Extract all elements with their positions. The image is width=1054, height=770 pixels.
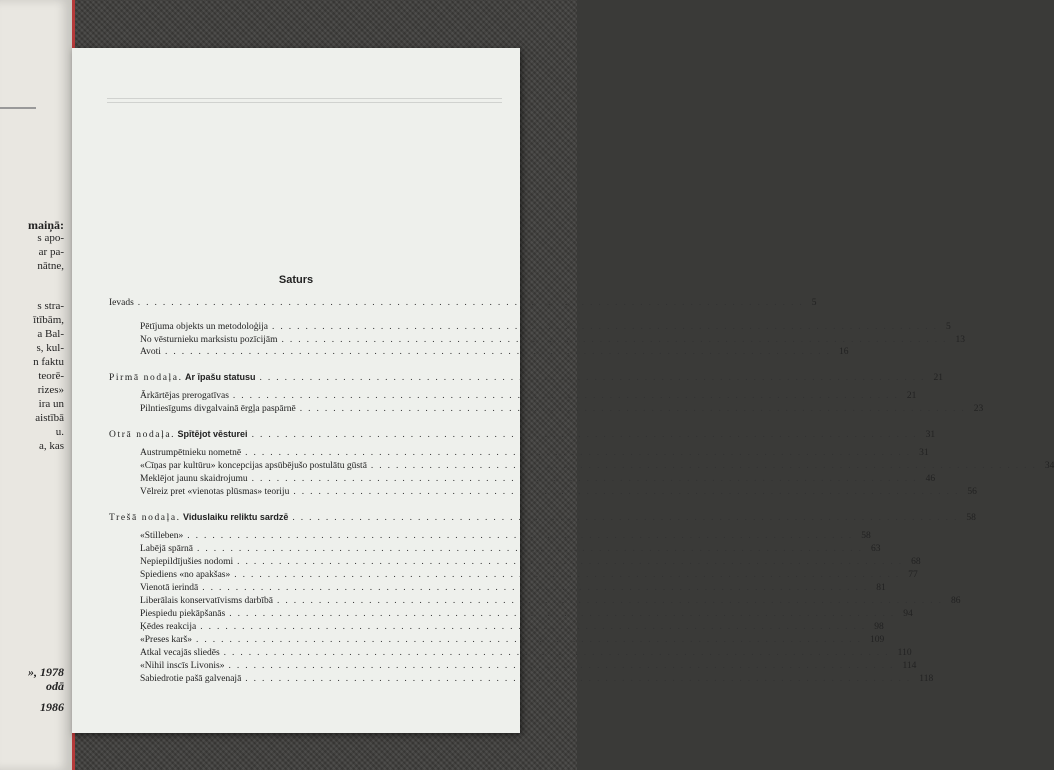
- toc-entry-label: [140, 334, 277, 346]
- toc-entry-label: [109, 297, 134, 309]
- toc-page-number: 77: [908, 570, 918, 580]
- toc-section-entry: [140, 569, 918, 581]
- toc-page-number: 5: [811, 298, 817, 308]
- toc-section-entry: [140, 673, 934, 685]
- toc-entry-text: Meklējot jaunu skaidrojumu: [140, 474, 248, 484]
- toc-section-entry: [140, 334, 965, 346]
- left-page-text-fragment: ira un: [38, 398, 64, 410]
- toc-entry-label: [140, 473, 248, 485]
- toc-section-entry: [140, 460, 1054, 472]
- toc-leader-dots: ................................................................................: [292, 513, 963, 523]
- toc-page-number: 110: [897, 648, 912, 658]
- toc-entry-text: «Preses karš»: [140, 635, 192, 645]
- toc-page: [72, 48, 1054, 733]
- toc-page-number: 31: [919, 448, 929, 458]
- left-page-text-fragment: a, kas: [38, 440, 64, 452]
- toc-entry-text: Avoti: [140, 347, 161, 357]
- toc-title: Saturs: [278, 274, 314, 286]
- toc-leader-dots: ................................................................................: [164, 347, 835, 357]
- left-page-text-fragment: ītībām,: [33, 314, 64, 326]
- toc-page-number: 98: [874, 622, 884, 632]
- toc-leader-dots: ................................................................................: [293, 487, 964, 497]
- left-book-page: [0, 0, 75, 770]
- toc-entry-text: Atkal vecajās sliedēs: [140, 648, 220, 658]
- toc-entry-text: Labējā spārnā: [140, 544, 194, 554]
- toc-entry-label: [140, 346, 161, 358]
- toc-entry-label: [140, 660, 224, 672]
- toc-section-entry: [140, 346, 849, 358]
- toc-section-entry: [140, 647, 912, 659]
- toc-entry-text: Piespiedu piekāpšanās: [140, 609, 226, 619]
- toc-entry-text: Vienotā ierindā: [140, 583, 199, 593]
- toc-page-number: 16: [838, 347, 849, 357]
- toc-entry-text: «Cīņas par kultūru» koncepcijas apsūbējušo postulātu gūstā: [140, 461, 367, 471]
- toc-page-number: 118: [919, 674, 934, 684]
- toc-section-entry: [140, 403, 984, 415]
- left-page-text-fragment: aistībā: [35, 412, 64, 424]
- toc-leader-dots: ................................................................................: [232, 391, 903, 401]
- left-page-text-fragment: s, kul-: [36, 342, 64, 354]
- toc-leader-dots: ................................................................................: [271, 322, 942, 332]
- left-page-text-fragment: odā: [46, 679, 64, 693]
- toc-entry-label: [140, 390, 229, 402]
- toc-entry-text: Vēlreiz pret «vienotas plūsmas» teoriju: [140, 487, 290, 497]
- toc-section-entry: [140, 321, 951, 333]
- toc-page-number: 34: [1044, 461, 1054, 471]
- toc-page-number: 58: [966, 513, 976, 523]
- toc-page-number: 68: [911, 557, 921, 567]
- toc-chapter-entry: [109, 297, 817, 309]
- toc-entry-label: [140, 460, 367, 472]
- toc-leader-dots: ................................................................................: [245, 448, 916, 458]
- toc-page-number: 56: [967, 487, 977, 497]
- toc-part-title: Viduslaiku reliktu sardzē: [183, 512, 289, 522]
- toc-section-entry: [140, 473, 936, 485]
- toc-page-number: 46: [925, 474, 936, 484]
- toc-entry-label: [140, 608, 225, 620]
- toc-entry-text: No vēsturnieku marksistu pozīcijām: [140, 335, 278, 345]
- toc-leader-dots: ................................................................................: [259, 373, 930, 383]
- toc-entry-text: Sabiedrotie pašā galvenajā: [140, 674, 242, 684]
- toc-leader-dots: ................................................................................: [370, 461, 1041, 471]
- bleed-through-line: [107, 98, 502, 99]
- left-page-text-fragment: nātne,: [37, 260, 64, 272]
- toc-leader-dots: ................................................................................: [223, 648, 894, 658]
- toc-part-entry: [109, 511, 976, 523]
- left-page-text-fragment: rizes»: [37, 384, 64, 396]
- toc-page-number: 21: [906, 391, 917, 401]
- toc-section-entry: [140, 390, 917, 402]
- toc-entry-label: [140, 595, 273, 607]
- left-page-text-fragment: s apo-: [37, 232, 64, 244]
- toc-entry-label: [140, 621, 196, 633]
- toc-entry-label: [109, 428, 248, 441]
- toc-entry-text: Pētījuma objekts un metodoloģija: [140, 322, 268, 332]
- toc-part-number: Otrā nodaļa.: [109, 430, 176, 440]
- toc-entry-text: Spiediens «no apakšas»: [140, 570, 231, 580]
- toc-page-number: 81: [876, 583, 886, 593]
- left-page-text-fragment: 1986: [40, 700, 64, 714]
- toc-leader-dots: ................................................................................: [137, 298, 808, 308]
- left-page-text-fragment: u.: [55, 426, 64, 438]
- toc-entry-text: Pilntiesīgums divgalvainā ērgļa paspārnē: [140, 404, 296, 414]
- toc-entry-label: [140, 530, 183, 542]
- left-page-text-fragment: », 1978: [28, 665, 64, 679]
- toc-entry-label: [140, 673, 241, 685]
- toc-leader-dots: ................................................................................: [245, 674, 916, 684]
- left-page-text-fragment: teorē-: [38, 370, 64, 382]
- toc-entry-label: [140, 582, 198, 594]
- bleed-through-line: [107, 102, 502, 103]
- toc-page-number: 21: [933, 373, 943, 383]
- toc-leader-dots: ................................................................................: [200, 622, 871, 632]
- toc-leader-dots: ................................................................................: [281, 335, 952, 345]
- toc-entry-label: [140, 447, 241, 459]
- toc-page-number: 94: [903, 609, 913, 619]
- toc-page-number: 13: [955, 335, 965, 345]
- toc-section-entry: [140, 543, 881, 555]
- toc-page-number: 86: [950, 596, 961, 606]
- toc-part-entry: [109, 371, 943, 383]
- toc-section-entry: [140, 595, 961, 607]
- toc-leader-dots: ................................................................................: [237, 557, 908, 567]
- toc-section-entry: [140, 634, 885, 646]
- toc-leader-dots: ................................................................................: [251, 430, 922, 440]
- toc-entry-text: Ķēdes reakcija: [140, 622, 197, 632]
- toc-leader-dots: ................................................................................: [251, 474, 922, 484]
- toc-leader-dots: ................................................................................: [234, 570, 905, 580]
- left-page-rule: [0, 107, 36, 109]
- toc-entry-label: [140, 543, 193, 555]
- toc-entry-label: [140, 321, 268, 333]
- toc-entry-label: [140, 647, 220, 659]
- toc-entry-text: «Stilleben»: [140, 531, 184, 541]
- toc-part-title: Spītējot vēsturei: [177, 429, 248, 439]
- toc-entry-text: «Nihil inscīs Livonis»: [140, 661, 225, 671]
- toc-page-number: 5: [945, 322, 951, 332]
- toc-page-number: 109: [869, 635, 885, 645]
- toc-leader-dots: ................................................................................: [229, 609, 900, 619]
- toc-page-number: 58: [861, 531, 871, 541]
- toc-section-entry: [140, 621, 884, 633]
- toc-entry-label: [140, 486, 289, 498]
- left-page-text-fragment: n faktu: [33, 356, 64, 368]
- toc-entry-text: Nepiepildījušies nodomi: [140, 557, 234, 567]
- toc-part-entry: [109, 428, 936, 440]
- toc-entry-text: Ārkārtējas prerogatīvas: [140, 391, 229, 401]
- toc-section-entry: [140, 660, 917, 672]
- toc-section-entry: [140, 556, 921, 568]
- toc-page-number: 63: [871, 544, 881, 554]
- toc-leader-dots: ................................................................................: [299, 404, 970, 414]
- left-page-text-fragment: ar pa-: [38, 246, 64, 258]
- toc-section-entry: [140, 582, 886, 594]
- toc-page-number: 31: [925, 430, 936, 440]
- toc-entry-text: Austrumpētnieku nometnē: [140, 448, 242, 458]
- toc-page-number: 114: [902, 661, 917, 671]
- toc-entry-text: Ievads: [109, 298, 134, 308]
- toc-part-number: Pirmā nodaļa.: [109, 373, 183, 383]
- left-page-text-fragment: a Bal-: [37, 328, 64, 340]
- toc-entry-text: Liberālais konservatīvisms darbībā: [140, 596, 273, 606]
- toc-page-number: 23: [973, 404, 984, 414]
- toc-entry-label: [109, 371, 255, 384]
- toc-part-number: Trešā nodaļa.: [109, 513, 181, 523]
- toc-entry-label: [140, 634, 192, 646]
- toc-entry-label: [140, 556, 233, 568]
- toc-entry-label: [140, 569, 230, 581]
- toc-entry-label: [140, 403, 296, 415]
- toc-section-entry: [140, 486, 977, 498]
- toc-entry-label: [109, 511, 288, 524]
- toc-part-title: Ar īpašu statusu: [184, 372, 256, 382]
- toc-leader-dots: ................................................................................: [197, 544, 868, 554]
- toc-leader-dots: ................................................................................: [195, 635, 866, 645]
- left-page-text-fragment: s stra-: [37, 300, 64, 312]
- toc-leader-dots: ................................................................................: [187, 531, 858, 541]
- toc-leader-dots: ................................................................................: [276, 596, 947, 606]
- left-page-text-fragment: maiņā:: [28, 218, 64, 232]
- toc-section-entry: [140, 447, 929, 459]
- toc-leader-dots: ................................................................................: [228, 661, 899, 671]
- toc-leader-dots: ................................................................................: [202, 583, 873, 593]
- toc-section-entry: [140, 530, 871, 542]
- toc-section-entry: [140, 608, 913, 620]
